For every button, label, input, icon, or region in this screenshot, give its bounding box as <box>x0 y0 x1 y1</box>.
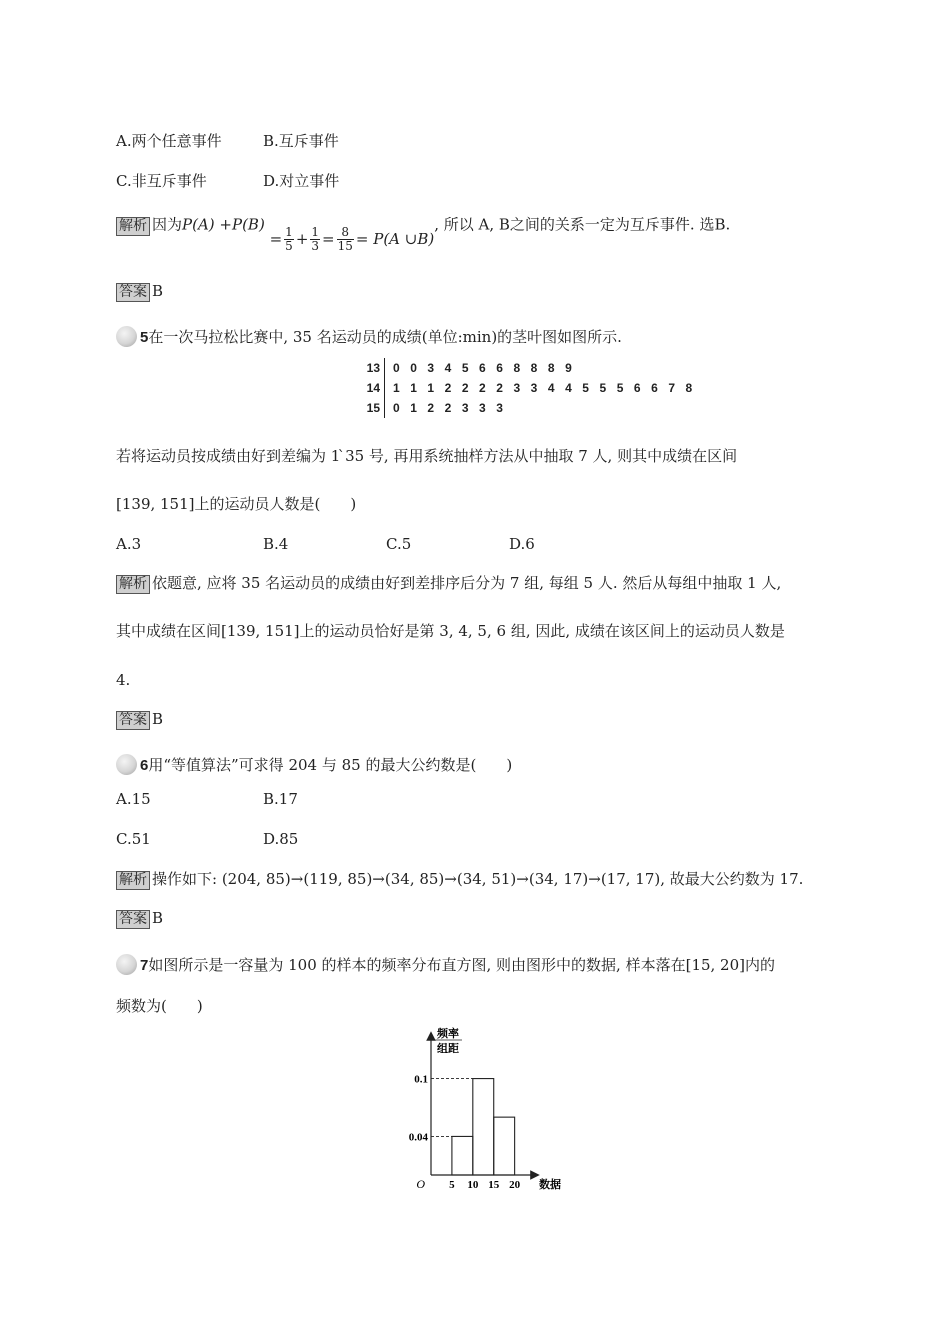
q5-option-c: C.5 <box>386 535 412 553</box>
q4-option-c: C.非互斥事件 <box>116 172 207 190</box>
fraction: $\frac{8}{15}$ <box>337 225 353 253</box>
q6-option-a: A.15 <box>116 790 151 808</box>
q5-option-d: D.6 <box>509 535 535 553</box>
answer-value: B <box>152 710 164 728</box>
origin-label: O <box>416 1177 425 1191</box>
x-tick-label: 5 <box>449 1179 455 1191</box>
stem-row: 15 0 1 2 2 3 3 3 <box>364 398 696 418</box>
q5-stem: 5在一次马拉松比赛中, 35 名运动员的成绩(单位:min)的茎叶图如图所示. <box>116 327 622 348</box>
q5-analysis: 解析 依题意, 应将 35 名运动员的成绩由好到差排序后分为 7 组, 每组 5 人. 然后从每组中抽取 1 人, <box>116 573 781 594</box>
stem-leaf-plot <box>364 358 696 418</box>
q5-analysis-line3: 4. <box>116 671 131 689</box>
stem-row: 13 0 0 3 4 5 6 6 8 8 8 9 <box>364 358 696 378</box>
x-axis-label: 数据 <box>539 1179 561 1191</box>
q7-stem-line2: 频数为( ) <box>116 997 203 1015</box>
fraction: $\frac{1}{5}$ <box>285 225 293 253</box>
analysis-tag: 解析 <box>116 871 150 890</box>
question-bullet-icon <box>116 954 137 975</box>
histogram-bar <box>494 1117 515 1175</box>
q4-option-a: A.两个任意事件 <box>116 132 222 150</box>
q7-stem: 7如图所示是一容量为 100 的样本的频率分布直方图, 则由图形中的数据, 样本落在[15, 20]内的 <box>116 955 775 976</box>
q6-option-d: D.85 <box>263 830 299 848</box>
q6-stem: 6用“等值算法”可求得 204 与 85 的最大公约数是( ) <box>116 755 512 776</box>
q6-answer <box>116 908 163 929</box>
stem-row: 14 1 1 1 2 2 2 2 3 3 4 4 5 5 5 6 6 7 8 <box>364 378 696 398</box>
question-bullet-icon <box>116 326 137 347</box>
x-tick-label: 15 <box>488 1179 500 1191</box>
answer-tag: 答案 <box>116 910 150 929</box>
answer-tag: 答案 <box>116 283 150 302</box>
analysis-tag: 解析 <box>116 575 150 594</box>
histogram-bar <box>452 1136 473 1175</box>
q6-analysis: 解析 操作如下: (204, 85)→(119, 85)→(34, 85)→(34, 51)→(34, 17)→(17, 17), 故最大公约数为 17. <box>116 869 803 890</box>
y-axis-label-numerator: 频率 <box>437 1028 459 1040</box>
q4-analysis: 解析 因为P(A) +P(B) = $\frac{1}{5}$ + $\frac{1}{3}$ = $\frac{8}{15}$ = P(A ∪B), 所以 A, B之间的关系一定为互斥事件. 选B. <box>116 212 730 239</box>
x-tick-label: 10 <box>467 1179 479 1191</box>
histogram-bar <box>473 1079 494 1175</box>
y-tick-label: 0.04 <box>408 1131 428 1144</box>
question-number: 6 <box>140 757 149 774</box>
analysis-tag: 解析 <box>116 217 150 236</box>
q5-option-a: A.3 <box>116 535 142 553</box>
y-tick-label: 0.1 <box>414 1073 428 1086</box>
q5-answer <box>116 709 163 730</box>
frequency-histogram <box>395 1025 561 1191</box>
q6-option-b: B.17 <box>263 790 298 808</box>
question-bullet-icon <box>116 754 137 775</box>
y-axis-label-denominator: 组距 <box>437 1043 459 1055</box>
question-number: 5 <box>140 329 149 346</box>
answer-tag: 答案 <box>116 711 150 730</box>
q5-stem-line3: [139, 151]上的运动员人数是( ) <box>116 495 357 513</box>
q4-option-d: D.对立事件 <box>263 172 340 190</box>
q5-option-b: B.4 <box>263 535 289 553</box>
q6-option-c: C.51 <box>116 830 151 848</box>
q5-stem-line2: 若将运动员按成绩由好到差编为 1 ̀35 号, 再用系统抽样方法从中抽取 7 人, 则其中成绩在区间 <box>116 447 738 465</box>
fraction: $\frac{1}{3}$ <box>311 225 320 253</box>
q5-analysis-line2: 其中成绩在区间[139, 151]上的运动员恰好是第 3, 4, 5, 6 组, 因此, 成绩在该区间上的运动员人数是 <box>116 622 785 640</box>
q4-option-b: B.互斥事件 <box>263 132 339 150</box>
question-number: 7 <box>140 957 149 974</box>
q4-formula: P(A) +P(B) <box>182 215 265 234</box>
answer-value: B <box>152 909 164 927</box>
answer-value: B <box>152 282 164 300</box>
x-tick-label: 20 <box>509 1179 521 1191</box>
q4-answer <box>116 281 163 302</box>
